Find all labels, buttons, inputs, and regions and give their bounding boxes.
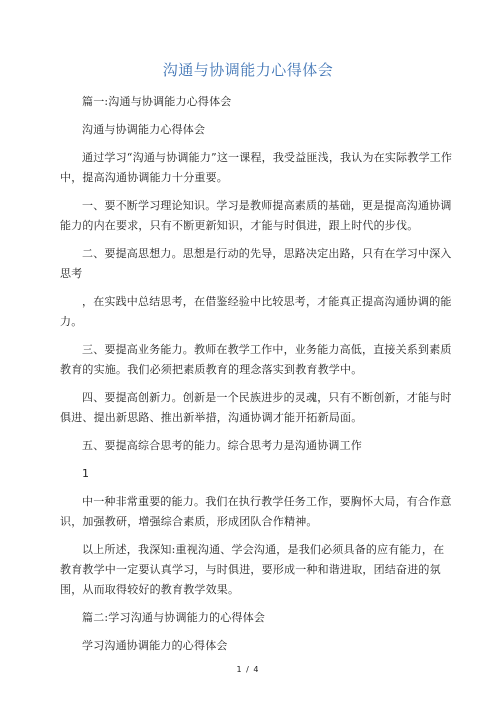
page-number: 1 / 4	[236, 665, 260, 674]
paragraph: 四、要提高创新力。创新是一个民族进步的灵魂，只有不断创新，才能与时俱进、提出新思路、推出新举措，沟通协调才能开拓新局面。	[60, 391, 452, 424]
paragraph: 五、要提高综合思考的能力。综合思考力是沟通协调工作	[82, 439, 362, 452]
paragraph: 一、要不断学习理论知识。学习是教师提高素质的基础，更是提高沟通协调能力的内在要求，只有不断更新知识，才能与时俱进，跟上时代的步伐。	[60, 199, 452, 232]
inline-number: 1	[82, 467, 90, 480]
document-title: 沟通与协调能力心得体会	[162, 61, 334, 79]
section-heading: 篇二:学习沟通与协调能力的心得体会	[82, 611, 266, 624]
section-heading: 篇一:沟通与协调能力心得体会	[82, 95, 232, 108]
document-body	[60, 92, 454, 664]
section-subtitle: 沟通与协调能力心得体会	[82, 123, 206, 136]
paragraph: 以上所述，我深知:重视沟通、学会沟通，是我们必须具备的应有能力，在教育教学中一定要认真学习，与时俱进，要形成一种和谐进取，团结奋进的氛围，从而取得较好的教育教学效果。	[60, 543, 445, 596]
paragraph: 三、要提高业务能力。教师在教学工作中，业务能力高低，直接关系到素质教育的实施。我们必须把素质教育的理念落实到教育教学中。	[60, 343, 452, 376]
paragraph: 中一种非常重要的能力。我们在执行教学任务工作，要胸怀大局，有合作意识，加强教研，增强综合素质，形成团队合作精神。	[60, 495, 452, 528]
paragraph: 通过学习“沟通与协调能力”这一课程，我受益匪浅，我认为在实际教学工作中，提高沟通协调能力十分重要。	[60, 151, 453, 184]
section-subtitle: 学习沟通协调能力的心得体会	[82, 639, 228, 652]
paragraph: ，在实践中总结思考，在借鉴经验中比较思考，才能真正提高沟通协调的能力。	[60, 295, 452, 328]
paragraph: 二、要提高思想力。思想是行动的先导，思路决定出路，只有在学习中深入思考	[60, 247, 452, 280]
